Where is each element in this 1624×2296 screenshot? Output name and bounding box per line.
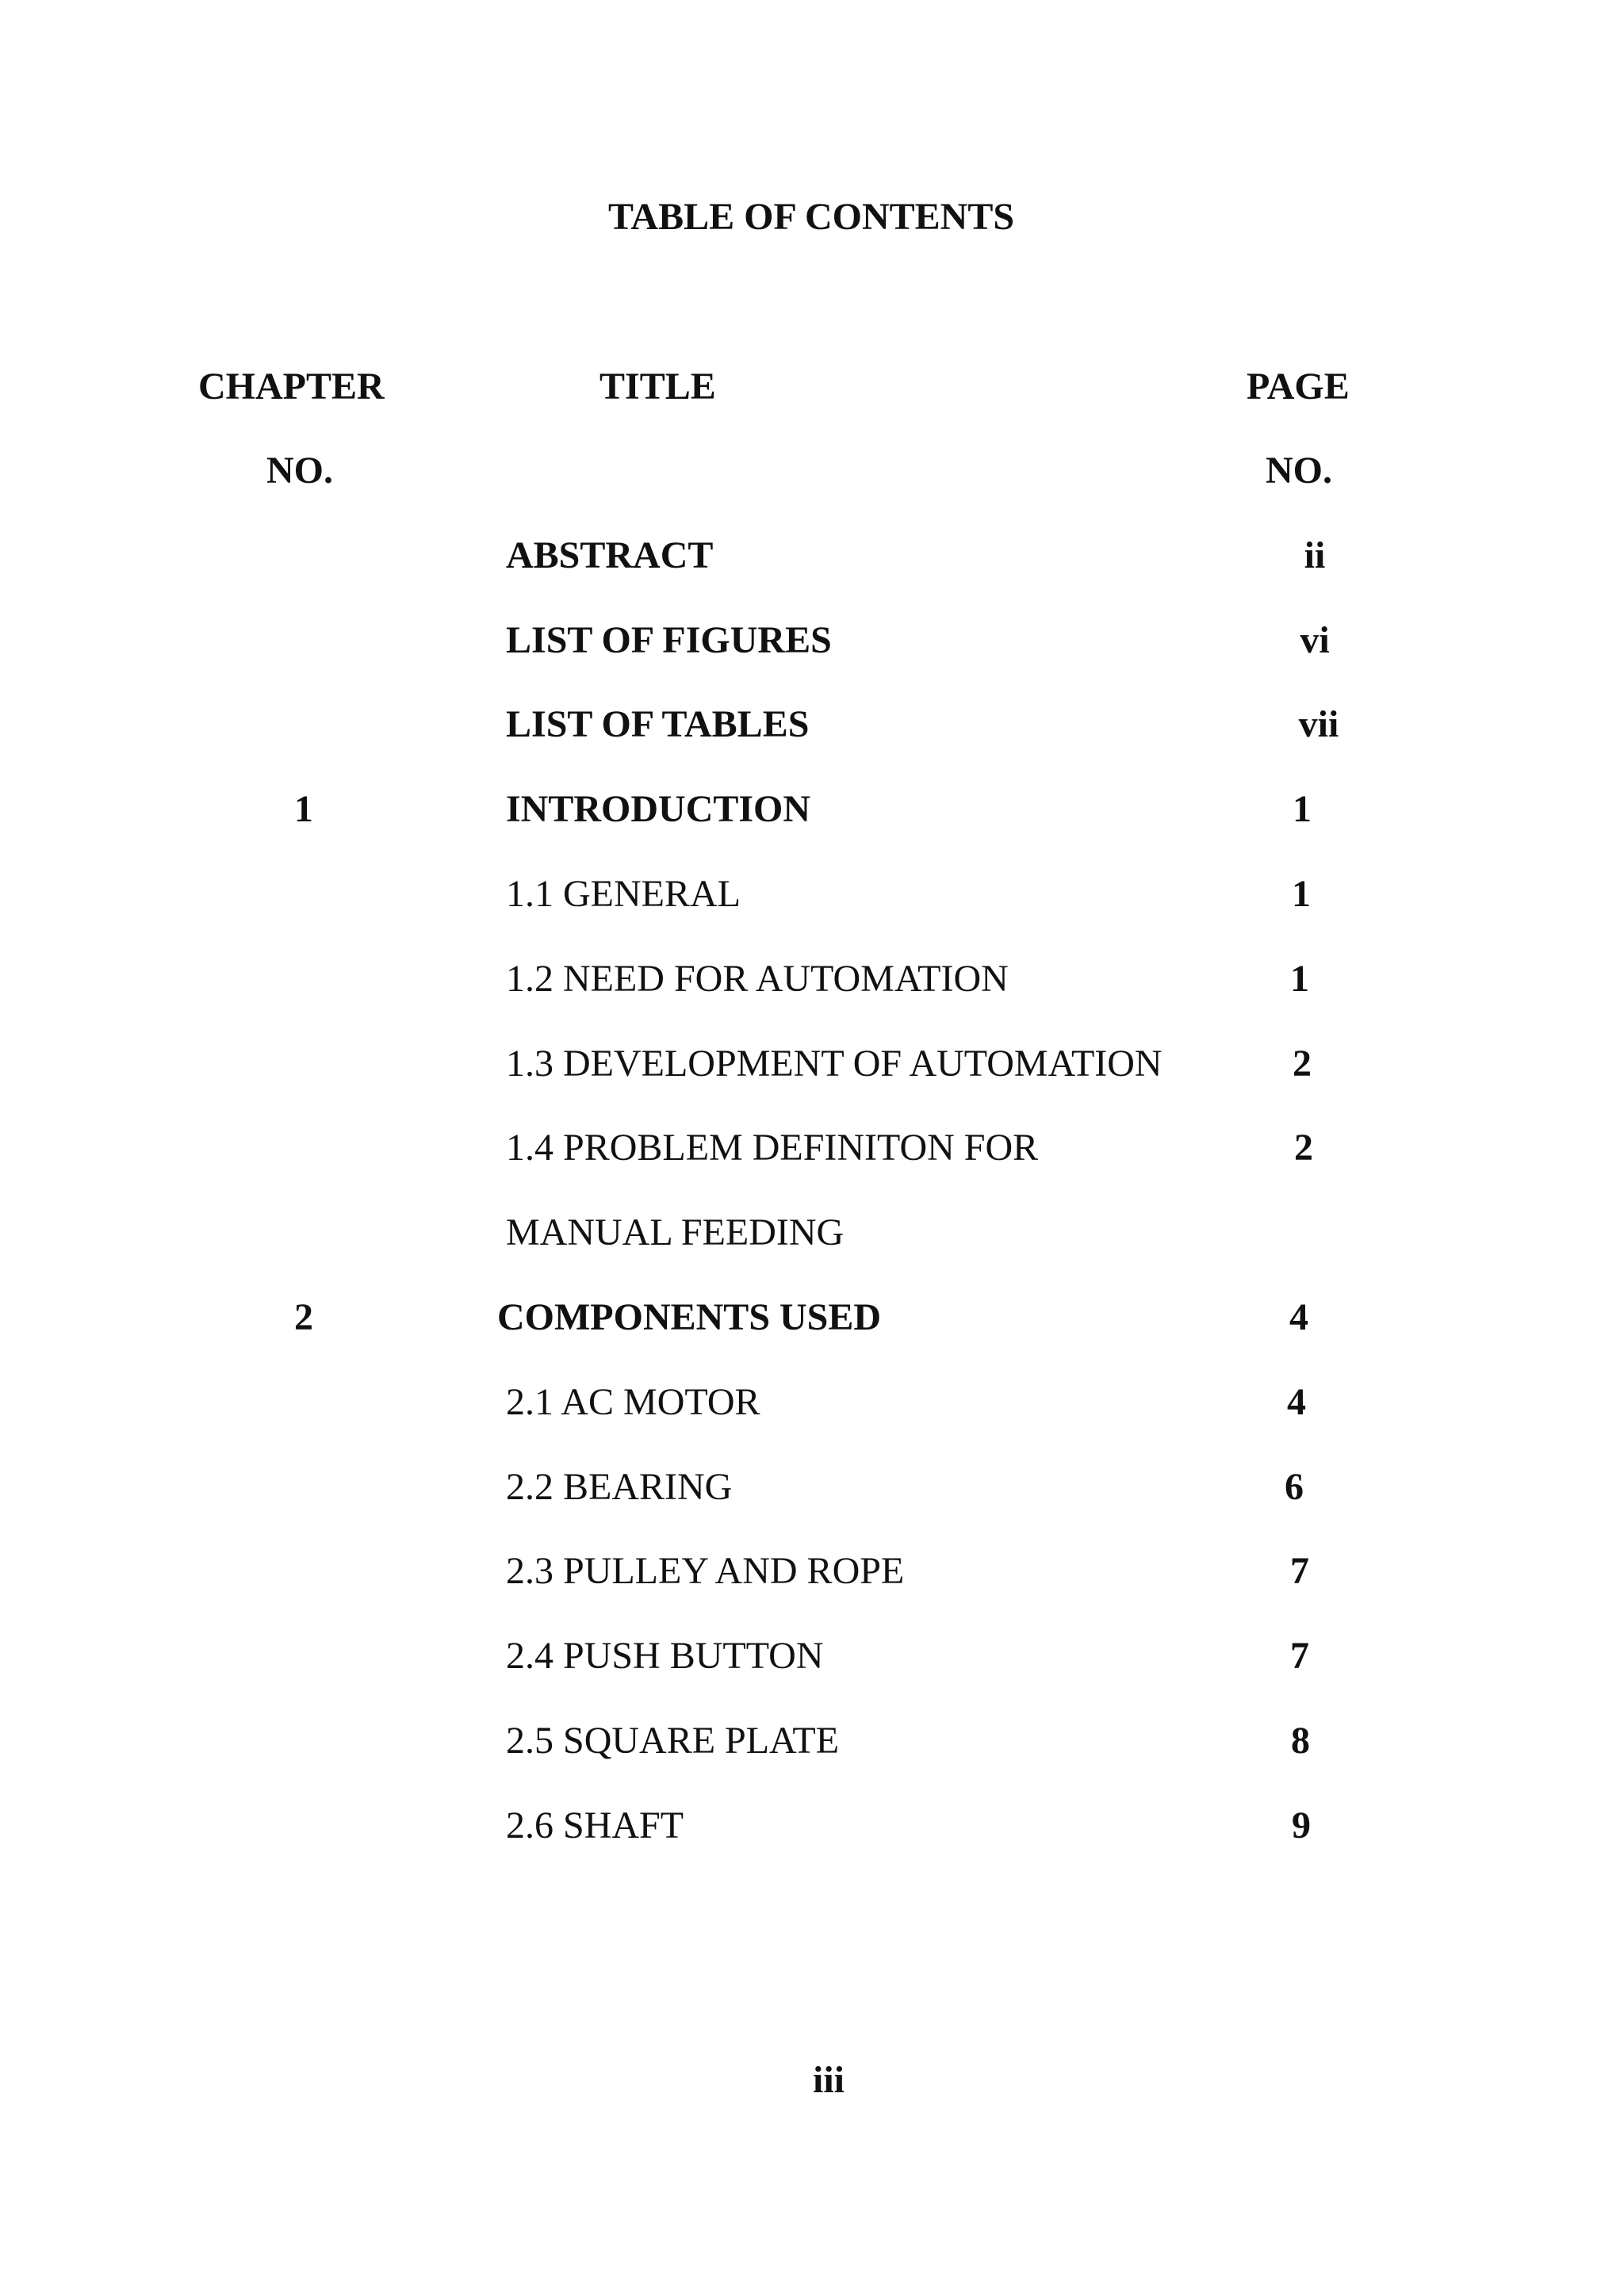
toc-title: 2.1 AC MOTOR [506, 1381, 760, 1423]
toc-page: 2 [1293, 1043, 1312, 1085]
page-title: TABLE OF CONTENTS [607, 196, 1015, 238]
header-page: PAGE [1247, 365, 1350, 408]
toc-title: LIST OF FIGURES [506, 619, 832, 661]
toc-title: 1.2 NEED FOR AUTOMATION [506, 958, 1009, 1000]
toc-title: COMPONENTS USED [497, 1296, 882, 1338]
page-number: iii [812, 2059, 845, 2101]
toc-page: 7 [1290, 1550, 1309, 1592]
toc-title: LIST OF TABLES [506, 703, 810, 745]
toc-page: 4 [1287, 1381, 1306, 1423]
toc-page: 9 [1292, 1804, 1311, 1846]
toc-title: ABSTRACT [506, 534, 714, 576]
header-chapter: CHAPTER [198, 365, 385, 408]
toc-title-continued: MANUAL FEEDING [506, 1211, 845, 1253]
toc-title: 2.3 PULLEY AND ROPE [506, 1550, 905, 1592]
toc-title: 1.3 DEVELOPMENT OF AUTOMATION [506, 1043, 1162, 1085]
toc-chapter: 2 [294, 1296, 313, 1338]
toc-page: 1 [1292, 873, 1311, 915]
toc-title: 2.5 SQUARE PLATE [506, 1720, 840, 1762]
toc-chapter: 1 [294, 788, 313, 830]
toc-page: vi [1300, 619, 1330, 661]
header-title: TITLE [599, 365, 716, 408]
toc-page: 7 [1290, 1635, 1309, 1677]
toc-page: 1 [1293, 788, 1312, 830]
toc-title: 1.4 PROBLEM DEFINITON FOR [506, 1127, 1039, 1169]
toc-title: 2.4 PUSH BUTTON [506, 1635, 824, 1677]
toc-title: INTRODUCTION [506, 788, 811, 830]
header-chapter-no: NO. [266, 450, 333, 492]
toc-title: 2.6 SHAFT [506, 1804, 684, 1846]
toc-title: 2.2 BEARING [506, 1466, 733, 1508]
toc-page: 1 [1290, 958, 1309, 1000]
toc-page: 2 [1294, 1127, 1313, 1169]
toc-page: 4 [1289, 1296, 1308, 1338]
toc-page: 8 [1291, 1720, 1310, 1762]
header-page-no: NO. [1266, 450, 1332, 492]
toc-title: 1.1 GENERAL [506, 873, 741, 915]
toc-page: 6 [1285, 1466, 1304, 1508]
toc-page: vii [1298, 703, 1339, 745]
toc-page: ii [1304, 534, 1326, 576]
